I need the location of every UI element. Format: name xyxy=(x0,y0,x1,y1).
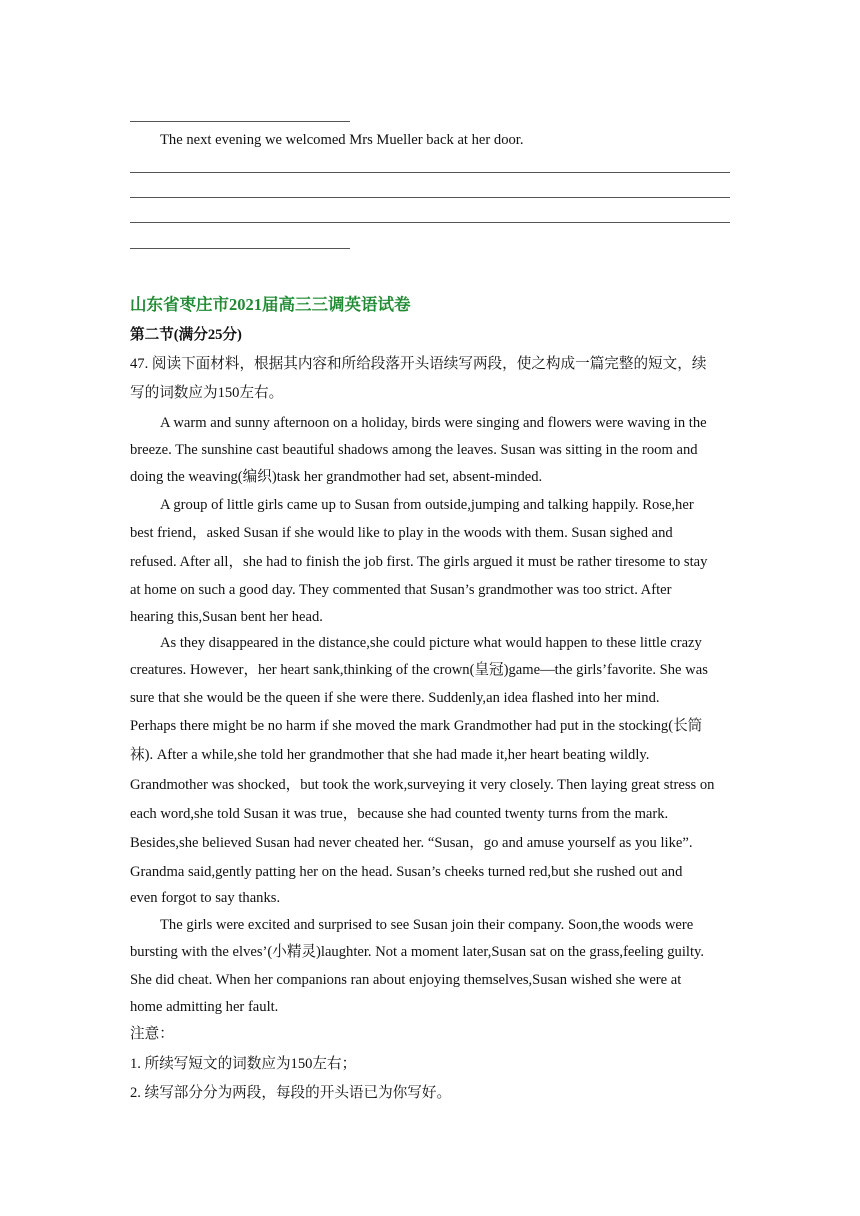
question-line: 写的词数应为150左右。 xyxy=(130,385,284,401)
story-line: As they disappeared in the distance,she could picture what would happen to these little crazy xyxy=(160,635,702,651)
story-line: A warm and sunny afternoon on a holiday, birds were singing and flowers were waving in the xyxy=(160,415,707,431)
story-line: home admitting her fault. xyxy=(130,999,279,1015)
answer-line xyxy=(130,222,730,223)
story-line: The girls were excited and surprised to see Susan join their company. Soon,the woods were xyxy=(160,917,694,933)
question-line: 47. 阅读下面材料，根据其内容和所给段落开头语续写两段，使之构成一篇完整的短文，续 xyxy=(130,356,707,372)
note-item: 1. 所续写短文的词数应为150左右； xyxy=(130,1056,357,1072)
story-line: best friend，asked Susan if she would like to play in the woods with them. Susan sighed and xyxy=(130,525,673,541)
answer-line xyxy=(130,172,730,173)
story-line: creatures. However，her heart sank,thinking of the crown(皇冠)game—the girls’favorite. She was xyxy=(130,662,708,678)
story-line: breeze. The sunshine cast beautiful shadows among the leaves. Susan was sitting in the room and xyxy=(130,442,698,458)
story-line: each word,she told Susan it was true，because she had counted twenty turns from the mark. xyxy=(130,806,669,822)
story-line: She did cheat. When her companions ran about enjoying themselves,Susan wished she were at xyxy=(130,972,682,988)
story-line: sure that she would be the queen if she were there. Suddenly,an idea flashed into her mind. xyxy=(130,690,660,706)
story-line: even forgot to say thanks. xyxy=(130,890,281,906)
answer-line xyxy=(130,121,350,122)
answer-line xyxy=(130,197,730,198)
note-item: 2. 续写部分分为两段，每段的开头语已为你写好。 xyxy=(130,1085,452,1101)
section-title: 第二节(满分25分) xyxy=(130,327,242,343)
story-line: refused. After all，she had to finish the job first. The girls argued it must be rather tiresome to stay xyxy=(130,554,708,570)
story-line: 袜). After a while,she told her grandmother that she had made it,her heart beating wildly. xyxy=(130,747,650,763)
continuation-opening: The next evening we welcomed Mrs Mueller back at her door. xyxy=(160,132,524,148)
answer-line xyxy=(130,248,350,249)
story-line: bursting with the elves’(小精灵)laughter. Not a moment later,Susan sat on the grass,feeling guilty. xyxy=(130,944,704,960)
story-line: A group of little girls came up to Susan from outside,jumping and talking happily. Rose,her xyxy=(160,497,694,513)
story-line: at home on such a good day. They commented that Susan’s grandmother was too strict. After xyxy=(130,582,672,598)
story-line: Besides,she believed Susan had never cheated her. “Susan，go and amuse yourself as you like”. xyxy=(130,835,693,851)
story-line: Perhaps there might be no harm if she moved the mark Grandmother had put in the stocking(长筒 xyxy=(130,718,703,734)
story-line: Grandmother was shocked，but took the work,surveying it very closely. Then laying great stress on xyxy=(130,777,715,793)
notes-label: 注意： xyxy=(130,1026,174,1042)
story-line: hearing this,Susan bent her head. xyxy=(130,609,323,625)
story-line: doing the weaving(编织)task her grandmother had set, absent-minded. xyxy=(130,469,543,485)
exam-title: 山东省枣庄市2021届高三三调英语试卷 xyxy=(130,295,411,314)
story-line: Grandma said,gently patting her on the head. Susan’s cheeks turned red,but she rushed out and xyxy=(130,864,683,880)
